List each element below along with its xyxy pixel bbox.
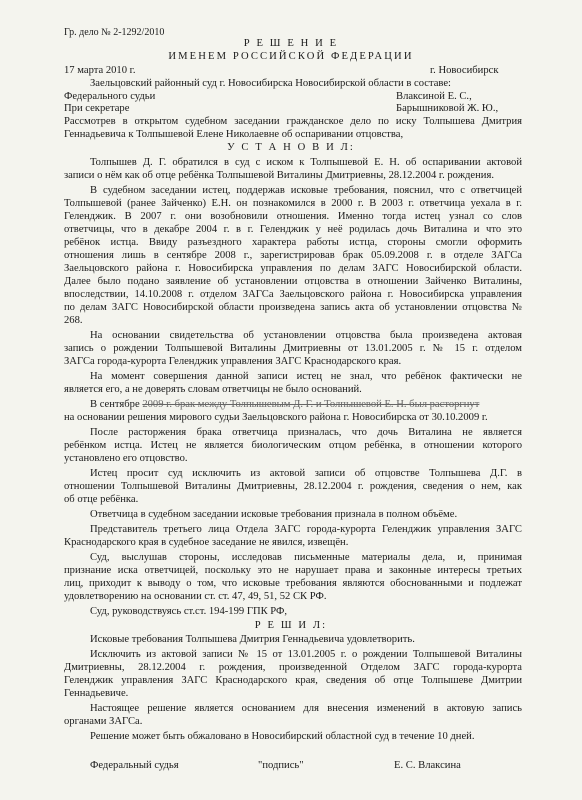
body-line: Суд, выслушав стороны, исследовав письменные материалы дела, и, принимая (90, 552, 522, 563)
body-line: запись о рождении Толпышевой Виталины Дмитриевны от 13.01.2005 г. № 15 г. отделом (64, 343, 522, 354)
resolution-line: Исключить из актовой записи № 15 от 13.01.2005 г. о рождении Толпышевой Виталины (90, 649, 522, 660)
body-line: Краснодарского края в судебное заседание не явился, извещён. (64, 537, 349, 548)
body-line: установлено его отцовство. (64, 453, 188, 464)
body-line: по делам ЗАГС Новосибирской области произведена запись акта об установлении отцовства № (64, 302, 522, 313)
body-line: об отце ребёнка. (64, 494, 139, 505)
resolution-line: Геннадьевиче. (64, 688, 129, 699)
body-line: Далее было подано заявление об установлении отцовства в отношении Зайченко Виталины, (64, 276, 522, 287)
decided-heading: Р Е Ш И Л: (254, 620, 328, 631)
resolution-line: Исковые требования Толпышева Дмитрия Геннадьевича удовлетворить. (90, 634, 415, 645)
body-line: ребёнок истца. Ввиду разъездного характера работы истца, стороны смогли оформить (64, 237, 522, 248)
judge-role: Федерального судьи (64, 91, 156, 102)
body-line: Геленджик. В 2007 г. они возобновили отношения. Именно тогда истец узнал со слов (64, 211, 522, 222)
document-title: Р Е Ш Е Н И Е (243, 38, 339, 49)
court-composition: Заельцовский районный суд г. Новосибирска Новосибирской области в составе: (90, 78, 452, 89)
secretary-name: Барышниковой Ж. Ю., (396, 103, 499, 114)
body-line: Истец просит суд исключить из актовой записи об отцовстве Толпышева Д.Г. в (90, 468, 522, 479)
body-line: признание иска ответчицей, поскольку это не нарушает права и законные интересы третьих (64, 565, 522, 576)
body-line: записи о нём как об отце ребёнка Толпышевой Виталины Дмитриевны, 28.12.2004 г. рождения. (64, 170, 494, 181)
body-line: ЗАГСа города-курорта Геленджик управления ЗАГС Краснодарского края. (64, 356, 402, 367)
signature-mark: "подпись" (258, 760, 304, 771)
secretary-role: При секретаре (64, 103, 130, 114)
body-line (90, 399, 479, 412)
resolution-line: органами ЗАГСа. (64, 716, 143, 727)
body-line: отношении Толпышевой Виталины Дмитриевны, 28.12.2004 г. рождения, сведения о нем, как (64, 481, 522, 492)
body-line: ответчицы, что в декабре 2004 г. в г. Геленджик у неё родилась дочь Виталина и что это (64, 224, 522, 235)
body-line: Толпышев Д. Г. обратился в суд с иском к Толпышевой Е. Н. об оспаривании актовой (90, 157, 522, 168)
decision-city: г. Новосибирск (430, 65, 499, 76)
decision-date: 17 марта 2010 г. (64, 65, 136, 76)
struck-text: 2009 г. брак между Толпышевым Д. Г. и Толпышевой Е. Н. был расторгнут (142, 399, 480, 410)
body-line: Заельцовского района г. Новосибирска управления по делам ЗАГС Новосибирской области. (64, 263, 522, 274)
body-line: ребёнком истца. Истец не является биологическим отцом ребёнка, в отношении которого (64, 440, 522, 451)
case-number: Гр. дело № 2-1292/2010 (64, 27, 165, 38)
body-line: На основании свидетельства об установлении отцовства была произведена актовая (90, 330, 522, 341)
signature-name: Е. С. Влаксина (394, 760, 461, 771)
body-line: впоследствии, 14.10.2008 г. отделом ЗАГСа Заельцовского района г. Новосибирска управления (64, 289, 522, 300)
resolution-line: Геленджик управления ЗАГС Краснодарского края, сведения об отце Толпышеве Дмитрии (64, 675, 522, 686)
body-line: После расторжения брака ответчица призналась, что дочь Виталина не является (90, 427, 522, 438)
judge-name: Влаксиной Е. С., (396, 91, 472, 102)
intro-line: Рассмотрев в открытом судебном заседании гражданское дело по иску Толпышева Дмитрия (64, 116, 522, 127)
body-line: удовлетворению на основании ст. ст. 47, 49, 51, 52 СК РФ. (64, 591, 327, 602)
body-line: на основании решения мирового судьи Заельцовского района г. Новосибирска от 30.10.2009 г. (64, 412, 488, 423)
body-line: лиц, приходит к выводу о том, что исковые требования являются обоснованными и подлежат (64, 578, 522, 589)
resolution-line: Дмитриевны, 28.12.2004 г. рождения, произведенной Отделом ЗАГС города-курорта (64, 662, 522, 673)
resolution-line: Решение может быть обжаловано в Новосибирский областной суд в течение 10 дней. (90, 731, 475, 742)
document-subtitle: ИМЕНЕМ РОССИЙСКОЙ ФЕДЕРАЦИИ (168, 51, 414, 62)
body-line: Представитель третьего лица Отдела ЗАГС города-курорта Геленджик управления ЗАГС (90, 524, 522, 535)
signature-role: Федеральный судья (90, 760, 179, 771)
body-line: Толпышевой (ранее Зайченко) Е.Н. он познакомился в 2000 г. В 2003 г. ответчица уехала в г. (64, 198, 522, 209)
body-line: Ответчица в судебном заседании исковые требования признала в полном объёме. (90, 509, 458, 520)
body-line: Суд, руководствуясь ст.ст. 194-199 ГПК РФ, (90, 606, 288, 617)
established-heading: У С Т А Н О В И Л: (227, 142, 355, 153)
intro-line: Геннадьевича к Толпышевой Елене Николаевне об оспаривании отцовства, (64, 129, 404, 140)
body-line: отношения лишь в сентябре 2008 г., зарегистрировав брак 05.09.2008 г. в отделе ЗАГСа (64, 250, 522, 261)
body-line: 268. (64, 315, 83, 326)
body-line: В судебном заседании истец, поддержав исковые требования, пояснил, что с ответчицей (90, 185, 522, 196)
body-line: является его, а не доверять словам ответчицы не было оснований. (64, 384, 362, 395)
body-line: На момент совершения данной записи истец не знал, что ребёнок фактически не (90, 371, 522, 382)
body-line-start: В сентябре (90, 399, 140, 410)
resolution-line: Настоящее решение является основанием для внесения изменений в актовую запись (90, 703, 522, 714)
